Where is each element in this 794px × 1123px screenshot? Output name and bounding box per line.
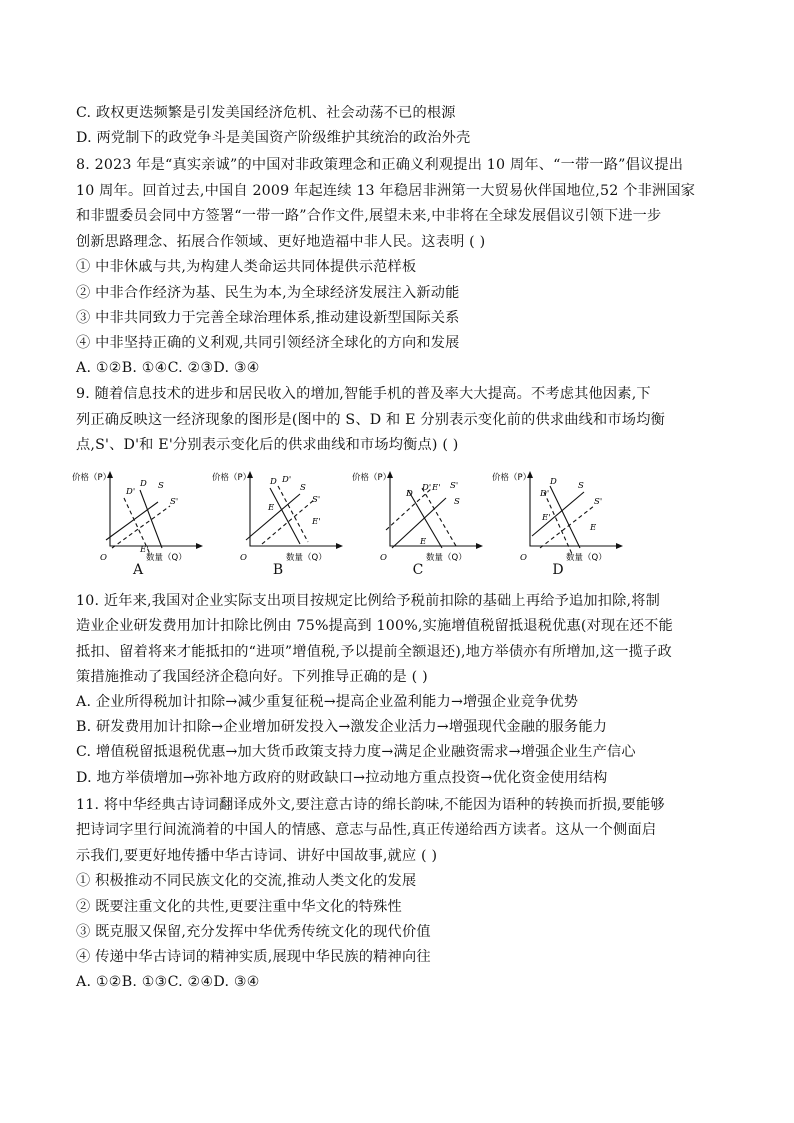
origin-label: O: [100, 553, 107, 563]
option-letter: D: [552, 562, 564, 578]
original-curve: [106, 502, 158, 540]
x-arrow-icon: [196, 543, 203, 549]
text-line: 造业企业研发费用加计扣除比例由 75%提高到 100%,实施增值税留抵退税优惠(对现在还不能: [76, 618, 673, 634]
graph-svg: [350, 468, 490, 564]
graph-svg: [490, 468, 630, 564]
text-line: C. 增值税留抵退税优惠→加大货币政策支持力度→满足企业融资需求→增强企业生产信心: [76, 744, 636, 760]
y-axis-label: 价格（P）: [212, 473, 252, 483]
text-line: 点,S'、D'和 E'分别表示变化后的供求曲线和市场均衡点) ( ): [76, 437, 459, 453]
text-line: ③ 既克服又保留,充分发挥中华优秀传统文化的现代价值: [76, 924, 431, 940]
curve-label: E': [542, 513, 551, 523]
curve-label: D: [140, 479, 147, 489]
curve-label: S': [594, 497, 603, 507]
text-line: 创新思路理念、拓展合作领域、更好地造福中非人民。这表明 ( ): [76, 234, 486, 250]
option-letter: C: [412, 562, 424, 578]
shifted-curve: [112, 506, 170, 548]
curve-label: D': [282, 475, 292, 485]
text-line: 8. 2023 年是“真实亲诚”的中国对非政策理念和正确义利观提出 10 周年、“一带一路”倡议提出: [76, 157, 684, 173]
curve-label: E': [140, 545, 149, 555]
curve-label: S: [454, 497, 460, 507]
text-line: 10. 近年来,我国对企业实际支出项目按规定比例给予税前扣除的基础上再给予追加扣除,将制: [76, 593, 661, 609]
text-line: 列正确反映这一经济现象的图形是(图中的 S、D 和 E 分别表示变化前的供求曲线和市场均衡: [76, 412, 665, 428]
text-line: A. ①②B. ①③C. ②④D. ③④: [76, 974, 260, 990]
supply-demand-graphs: [70, 468, 730, 580]
text-line: 和非盟委员会同中方签署“一带一路”合作文件,展望未来,中非将在全球发展倡议引领下进一步: [76, 208, 662, 224]
axis-line: [110, 474, 200, 546]
curve-label: D: [550, 477, 557, 487]
graph-svg: [210, 468, 350, 564]
curve-label: D: [270, 477, 277, 487]
text-line: ② 中非合作经济为基、民生为本,为全球经济发展注入新动能: [76, 285, 460, 301]
curve-label: E: [420, 537, 427, 547]
text-line: A. ①②B. ①④C. ②③D. ③④: [76, 360, 260, 376]
text-line: A. 企业所得税加计扣除→减少重复征税→提高企业盈利能力→增强企业竞争优势: [76, 694, 579, 710]
text-line: 示我们,要更好地传播中华古诗词、讲好中国故事,就应 ( ): [76, 848, 438, 864]
curve-label: D: [406, 489, 413, 499]
text-line: 把诗词字里行间流淌着的中国人的情感、意志与品性,真正传递给西方读者。这从一个侧面启: [76, 822, 657, 838]
curve-label: S': [170, 497, 179, 507]
text-line: 抵扣、留着将来才能抵扣的“进项”增值税,予以提前全额退还),地方举债亦有所增加,这一揽子政: [76, 644, 672, 660]
y-axis-label: 价格（P）: [72, 473, 112, 483]
x-arrow-icon: [616, 543, 623, 549]
text-line: ① 积极推动不同民族文化的交流,推动人类文化的发展: [76, 873, 417, 889]
curve-label: D': [422, 483, 432, 493]
text-line: C. 政权更迭频繁是引发美国经济危机、社会动荡不已的根源: [76, 105, 456, 121]
text-line: D. 两党制下的政党争斗是美国资产阶级维护其统治的政治外壳: [76, 130, 471, 146]
shifted-curve: [278, 486, 308, 542]
axis-line: [530, 474, 620, 546]
x-arrow-icon: [336, 543, 343, 549]
curve-label: S: [578, 481, 584, 491]
text-line: D. 地方举债增加→弥补地方政府的财政缺口→拉动地方重点投资→优化资金使用结构: [76, 770, 608, 786]
text-line: 9. 随着信息技术的进步和居民收入的增加,智能手机的普及率大大提高。不考虑其他因素,下: [76, 386, 651, 402]
curve-label: S': [312, 495, 321, 505]
curve-label: E': [432, 483, 441, 493]
graph-b: [210, 468, 350, 580]
x-axis-label: 数量（Q）: [286, 553, 327, 563]
text-line: ③ 中非共同致力于完善全球治理体系,推动建设新型国际关系: [76, 310, 460, 326]
option-letter: A: [132, 562, 144, 578]
curve-label: D': [540, 489, 550, 499]
original-curve: [246, 494, 300, 540]
y-axis-label: 价格（P）: [352, 473, 392, 483]
curve-label: S: [300, 483, 306, 493]
graph-c: [350, 468, 490, 580]
x-arrow-icon: [476, 543, 483, 549]
option-letter: B: [272, 562, 284, 578]
curve-label: E: [590, 523, 597, 533]
text-line: ④ 中非坚持正确的义利观,共同引领经济全球化的方向和发展: [76, 335, 460, 351]
graph-d: [490, 468, 630, 580]
text-line: 11. 将中华经典古诗词翻译成外文,要注意古诗的绵长韵味,不能因为语种的转换而折损,要能够: [76, 797, 665, 813]
curve-label: S: [158, 481, 164, 491]
text-line: 策措施推动了我国经济企稳向好。下列推导正确的是 ( ): [76, 669, 428, 685]
origin-label: O: [380, 553, 387, 563]
origin-label: O: [520, 553, 527, 563]
text-line: ① 中非休戚与共,为构建人类命运共同体提供示范样板: [76, 259, 417, 275]
text-line: ④ 传递中华古诗词的精神实质,展现中华民族的精神向往: [76, 949, 431, 965]
curve-label: D': [126, 487, 136, 497]
x-axis-label: 数量（Q）: [426, 553, 467, 563]
curve-label: E': [312, 517, 321, 527]
shifted-curve: [422, 488, 456, 546]
graph-svg: [70, 468, 210, 564]
x-axis-label: 数量（Q）: [146, 553, 187, 563]
y-axis-label: 价格（P）: [492, 473, 532, 483]
text-line: ② 既要注重文化的共性,更要注重中华文化的特殊性: [76, 899, 402, 915]
curve-label: S': [450, 481, 459, 491]
x-axis-label: 数量（Q）: [566, 553, 607, 563]
origin-label: O: [240, 553, 247, 563]
graph-a: [70, 468, 210, 580]
text-line: 10 周年。回首过去,中国自 2009 年起连续 13 年稳居非洲第一大贸易伙伴国地位,52 个非洲国家: [76, 183, 696, 199]
text-line: B. 研发费用加计扣除→企业增加研发投入→激发企业活力→增强现代金融的服务能力: [76, 719, 608, 735]
curve-label: E: [268, 503, 275, 513]
